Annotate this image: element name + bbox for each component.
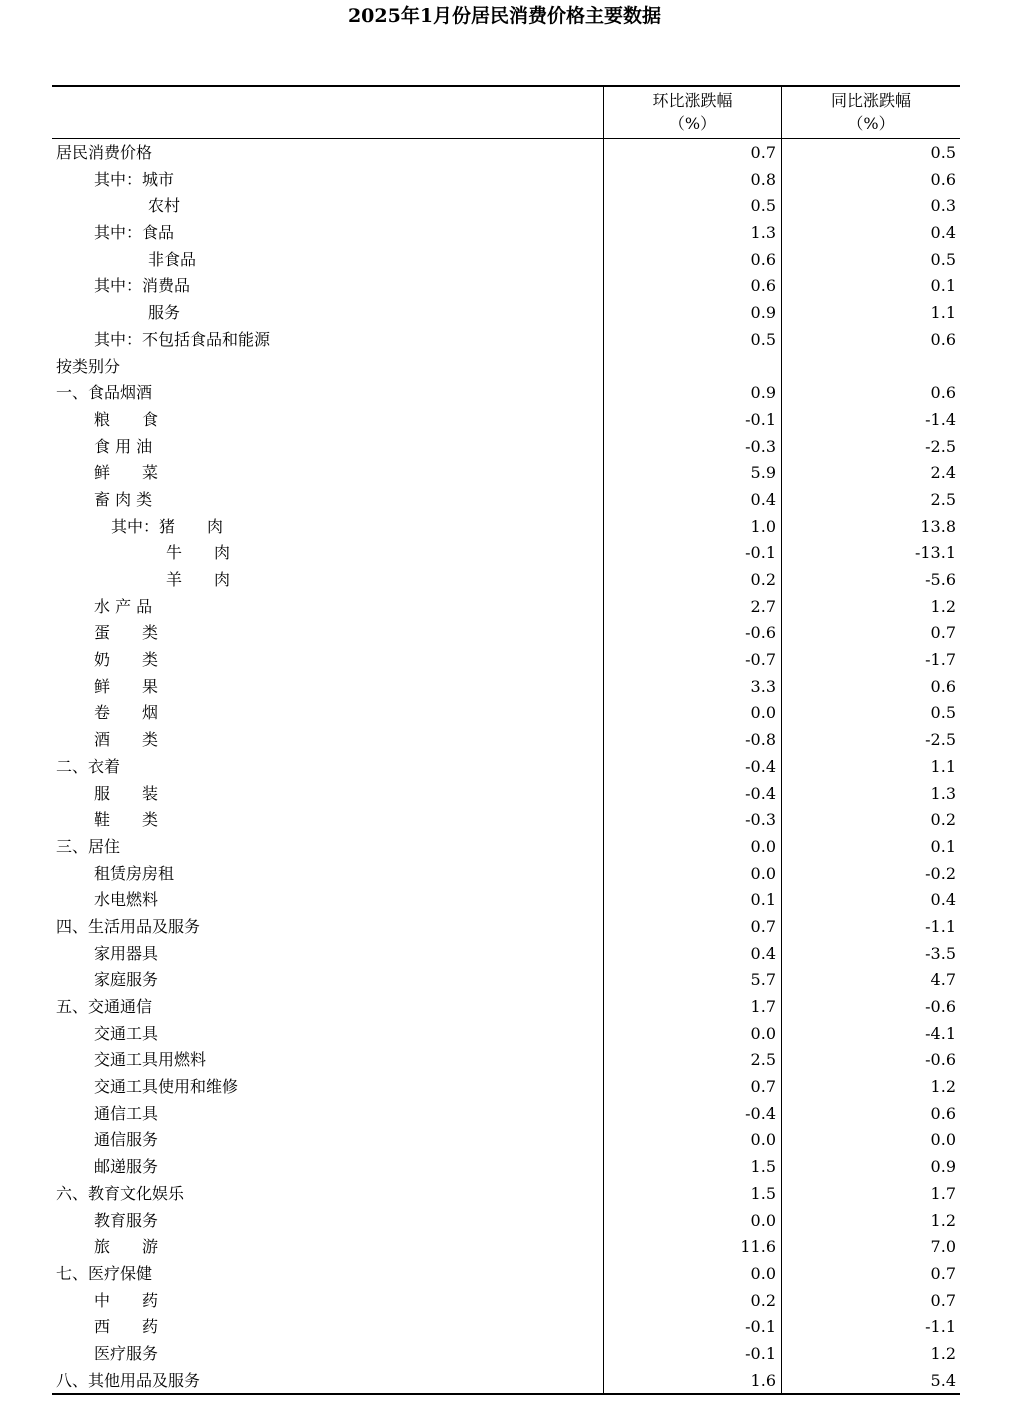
table-row <box>52 514 960 541</box>
row-label: 二、衣着 <box>56 756 121 776</box>
table-row <box>52 247 960 274</box>
row-mom-value: 0.0 <box>750 836 776 856</box>
header-yoy-unit: （%） <box>847 114 895 133</box>
row-yoy-value: 0.1 <box>930 276 956 296</box>
row-yoy-value: 1.2 <box>930 1343 956 1363</box>
row-yoy-value: 7.0 <box>930 1237 956 1257</box>
row-yoy-value: 0.5 <box>930 703 956 723</box>
row-mom-value: -0.1 <box>745 409 776 429</box>
table-row <box>52 327 960 354</box>
row-yoy-value: 0.2 <box>930 810 956 830</box>
table-row <box>52 700 960 727</box>
row-mom-value: -0.6 <box>745 623 776 643</box>
row-mom-value: 2.5 <box>750 1050 776 1070</box>
row-label: 四、生活用品及服务 <box>56 916 201 936</box>
row-label: 牛 肉 <box>166 543 231 563</box>
table-row <box>52 1154 960 1181</box>
table-row <box>52 647 960 674</box>
row-label: 旅 游 <box>94 1237 159 1257</box>
table-row <box>52 727 960 754</box>
row-yoy-value: 0.0 <box>930 1130 956 1150</box>
row-label: 服务 <box>148 303 181 323</box>
table-row <box>52 300 960 327</box>
row-yoy-value: 0.6 <box>930 676 956 696</box>
row-mom-value: 1.5 <box>750 1183 776 1203</box>
row-label: 六、教育文化娱乐 <box>56 1183 185 1203</box>
row-mom-value: -0.3 <box>745 810 776 830</box>
row-label: 家庭服务 <box>94 970 159 990</box>
table-row <box>52 620 960 647</box>
table-row <box>52 1288 960 1315</box>
row-label: 医疗服务 <box>94 1343 159 1363</box>
row-mom-value: -0.1 <box>745 1343 776 1363</box>
row-mom-value: 0.9 <box>750 303 776 323</box>
header-mom-label: 环比涨跌幅 <box>652 91 733 110</box>
row-yoy-value: 1.1 <box>930 303 956 323</box>
row-mom-value: 11.6 <box>740 1237 776 1257</box>
row-mom-value: -0.8 <box>745 730 776 750</box>
row-label: 交通工具用燃料 <box>94 1050 207 1070</box>
header-yoy-label: 同比涨跌幅 <box>830 91 911 110</box>
row-label: 其中：城市 <box>94 169 175 189</box>
row-label: 服 装 <box>94 783 159 803</box>
row-yoy-value: 5.4 <box>930 1370 956 1390</box>
row-label: 鲜 菜 <box>94 463 159 483</box>
row-yoy-value: 1.2 <box>930 1077 956 1097</box>
row-mom-value: -0.3 <box>745 436 776 456</box>
row-label: 邮递服务 <box>94 1157 159 1177</box>
table-row <box>52 994 960 1021</box>
row-yoy-value: 0.7 <box>930 1263 956 1283</box>
row-label: 通信工具 <box>94 1103 159 1123</box>
row-label: 畜 肉 类 <box>94 489 153 509</box>
table-row <box>52 540 960 567</box>
row-mom-value: 1.6 <box>750 1370 776 1390</box>
row-yoy-value: 1.2 <box>930 1210 956 1230</box>
header-yoy <box>782 89 960 135</box>
table-row <box>52 460 960 487</box>
table-row <box>52 1127 960 1154</box>
row-mom-value: -0.4 <box>745 1103 776 1123</box>
row-label: 通信服务 <box>94 1130 159 1150</box>
row-mom-value: 0.4 <box>750 943 776 963</box>
row-mom-value: 0.1 <box>750 890 776 910</box>
row-mom-value: -0.1 <box>745 543 776 563</box>
table-row <box>52 220 960 247</box>
row-yoy-value: -4.1 <box>925 1023 956 1043</box>
row-yoy-value: -1.7 <box>925 650 956 670</box>
table-row <box>52 167 960 194</box>
table-top-rule <box>52 85 960 87</box>
row-yoy-value: 2.4 <box>930 463 956 483</box>
row-yoy-value: 0.4 <box>930 890 956 910</box>
row-yoy-value: -2.5 <box>925 436 956 456</box>
row-mom-value: 0.2 <box>750 1290 776 1310</box>
row-yoy-value: -0.2 <box>925 863 956 883</box>
row-label: 三、居住 <box>56 836 121 856</box>
row-mom-value: 0.5 <box>750 329 776 349</box>
row-mom-value: 3.3 <box>750 676 776 696</box>
row-label: 交通工具使用和维修 <box>94 1077 239 1097</box>
row-mom-value: -0.7 <box>745 650 776 670</box>
row-yoy-value: -13.1 <box>914 543 956 563</box>
row-mom-value: 5.7 <box>750 970 776 990</box>
row-label: 食 用 油 <box>94 436 153 456</box>
table-row <box>52 1021 960 1048</box>
row-yoy-value: 0.7 <box>930 623 956 643</box>
row-mom-value: -0.1 <box>745 1317 776 1337</box>
table-row <box>52 380 960 407</box>
row-yoy-value: 1.3 <box>930 783 956 803</box>
row-mom-value: 2.7 <box>750 596 776 616</box>
table-row <box>52 1047 960 1074</box>
table-row <box>52 1074 960 1101</box>
row-yoy-value: 0.9 <box>930 1157 956 1177</box>
row-mom-value: 0.2 <box>750 570 776 589</box>
row-mom-value: 0.9 <box>750 383 776 403</box>
table-row <box>52 1261 960 1288</box>
row-label: 鲜 果 <box>94 676 159 696</box>
table-body <box>52 140 960 1394</box>
row-mom-value: 0.7 <box>750 916 776 936</box>
row-yoy-value: 4.7 <box>930 970 956 990</box>
row-yoy-value: -0.6 <box>925 997 956 1016</box>
table-row <box>52 1314 960 1341</box>
row-label: 西 药 <box>94 1317 159 1337</box>
row-label: 家用器具 <box>94 943 159 963</box>
row-mom-value: 0.0 <box>750 1023 776 1043</box>
row-yoy-value: 0.5 <box>930 143 956 162</box>
row-label: 奶 类 <box>94 650 159 670</box>
row-label: 租赁房房租 <box>94 863 175 883</box>
row-mom-value: -0.4 <box>745 783 776 803</box>
table-row <box>52 754 960 781</box>
row-yoy-value: -2.5 <box>925 730 956 750</box>
row-mom-value: 0.7 <box>750 143 776 162</box>
row-label: 羊 肉 <box>166 570 231 589</box>
row-label: 蛋 类 <box>94 623 159 643</box>
row-yoy-value: 0.6 <box>930 329 956 349</box>
table-row <box>52 434 960 461</box>
row-yoy-value: 0.5 <box>930 249 956 269</box>
row-yoy-value: 0.3 <box>930 196 956 216</box>
row-label: 其中：消费品 <box>94 276 191 296</box>
row-yoy-value: 0.4 <box>930 223 956 243</box>
row-label: 其中：不包括食品和能源 <box>94 329 271 349</box>
row-label: 农村 <box>148 196 181 216</box>
page-title: 2025年1月份居民消费价格主要数据 <box>347 5 662 27</box>
row-mom-value: 1.7 <box>750 997 776 1016</box>
row-mom-value: -0.4 <box>745 756 776 776</box>
table-row <box>52 807 960 834</box>
row-label: 居民消费价格 <box>56 143 153 162</box>
table-row <box>52 354 960 381</box>
row-label: 中 药 <box>94 1290 159 1310</box>
table-row <box>52 193 960 220</box>
row-label: 按类别分 <box>56 356 121 376</box>
row-label: 五、交通通信 <box>56 997 153 1016</box>
row-label: 卷 烟 <box>94 703 159 723</box>
table-row <box>52 914 960 941</box>
row-label: 水 产 品 <box>94 596 153 616</box>
row-label: 其中：食品 <box>94 223 175 243</box>
row-yoy-value: 0.6 <box>930 383 956 403</box>
table-row <box>52 1101 960 1128</box>
row-mom-value: 0.0 <box>750 1210 776 1230</box>
row-yoy-value: 13.8 <box>920 516 956 536</box>
table-row <box>52 1234 960 1261</box>
table-row <box>52 487 960 514</box>
row-mom-value: 0.0 <box>750 1263 776 1283</box>
table-row <box>52 967 960 994</box>
row-mom-value: 0.5 <box>750 196 776 216</box>
header-mom-unit: （%） <box>668 114 717 133</box>
row-yoy-value: -1.1 <box>925 916 956 936</box>
row-yoy-value: 2.5 <box>930 489 956 509</box>
table-row <box>52 1181 960 1208</box>
row-yoy-value: 0.7 <box>930 1290 956 1310</box>
row-label: 水电燃料 <box>94 890 159 910</box>
row-yoy-value: -0.6 <box>925 1050 956 1070</box>
row-label: 七、医疗保健 <box>56 1263 153 1283</box>
table-row <box>52 861 960 888</box>
row-yoy-value: -1.4 <box>925 409 956 429</box>
row-mom-value: 0.0 <box>750 703 776 723</box>
table-row <box>52 834 960 861</box>
row-mom-value: 1.0 <box>750 516 776 536</box>
row-yoy-value: 1.7 <box>930 1183 956 1203</box>
table-row <box>52 1208 960 1235</box>
row-label: 非食品 <box>148 249 197 269</box>
row-yoy-value: 1.1 <box>930 756 956 776</box>
row-mom-value: 0.0 <box>750 863 776 883</box>
row-mom-value: 0.7 <box>750 1077 776 1097</box>
row-label: 酒 类 <box>94 730 159 750</box>
row-label: 教育服务 <box>94 1210 159 1230</box>
row-mom-value: 0.6 <box>750 249 776 269</box>
row-label: 一、食品烟酒 <box>56 383 153 403</box>
row-mom-value: 0.4 <box>750 489 776 509</box>
table-row <box>52 1368 960 1395</box>
row-label: 鞋 类 <box>94 810 159 830</box>
row-yoy-value: -3.5 <box>925 943 956 963</box>
table-row <box>52 273 960 300</box>
row-mom-value: 0.0 <box>750 1130 776 1150</box>
table-row <box>52 781 960 808</box>
row-mom-value: 1.3 <box>750 223 776 243</box>
row-yoy-value: 1.2 <box>930 596 956 616</box>
row-label: 粮 食 <box>94 409 159 429</box>
row-yoy-value: -1.1 <box>925 1317 956 1337</box>
header-rule <box>52 138 960 139</box>
row-yoy-value: 0.6 <box>930 1103 956 1123</box>
table-row <box>52 140 960 167</box>
table-row <box>52 674 960 701</box>
row-mom-value: 1.5 <box>750 1157 776 1177</box>
row-mom-value: 0.8 <box>750 169 776 189</box>
row-label: 八、其他用品及服务 <box>56 1370 201 1390</box>
table-row <box>52 407 960 434</box>
row-mom-value: 0.6 <box>750 276 776 296</box>
table-row <box>52 594 960 621</box>
row-label: 其中：猪 肉 <box>111 516 224 536</box>
table-bottom-rule <box>52 1393 960 1395</box>
header-mom <box>604 89 781 135</box>
row-mom-value: 5.9 <box>750 463 776 483</box>
row-yoy-value: 0.6 <box>930 169 956 189</box>
table-row <box>52 941 960 968</box>
row-yoy-value: -5.6 <box>925 570 956 589</box>
table-row <box>52 887 960 914</box>
row-yoy-value: 0.1 <box>930 836 956 856</box>
row-label: 交通工具 <box>94 1023 159 1043</box>
table-row <box>52 567 960 594</box>
table-row <box>52 1341 960 1368</box>
